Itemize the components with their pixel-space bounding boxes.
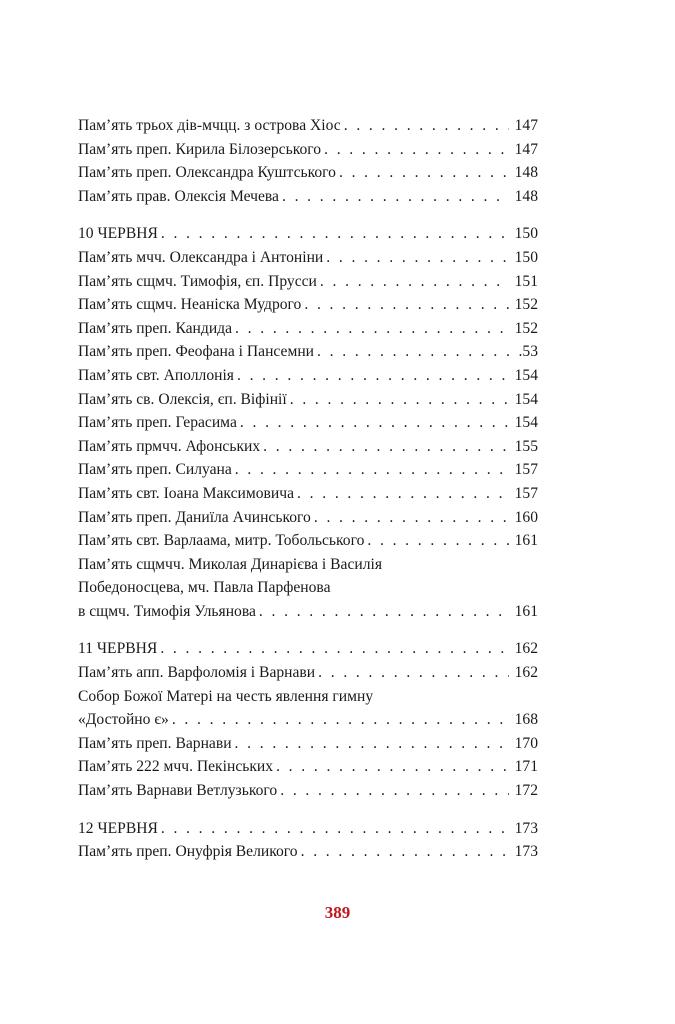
table-of-contents <box>78 114 538 878</box>
toc-entry <box>78 340 538 364</box>
dot-leader <box>235 458 509 482</box>
toc-entry-page: 147 <box>514 140 538 158</box>
toc-entry-title: Пам’ять прав. Олексія Мечева <box>78 187 279 205</box>
toc-entry-title: «Достойно є» <box>78 711 169 729</box>
toc-entry-title: Пам’ять преп. Герасима <box>78 414 237 432</box>
toc-section <box>78 114 538 208</box>
toc-entry-title: Пам’ять мчч. Олександра і Антоніни <box>78 248 324 266</box>
dot-leader <box>240 411 509 435</box>
toc-entry-title: Пам’ять апп. Варфоломія і Варнави <box>78 664 316 682</box>
toc-entry-page: 162 <box>514 664 538 682</box>
toc-entry-line: Победоносцева, мч. Павла Парфенова <box>78 579 331 597</box>
toc-entry-title: Пам’ять преп. Онуфрія Великого <box>78 843 298 861</box>
toc-entry-line: Пам’ять сщмчч. Миколая Динарієва і Василія <box>78 555 383 573</box>
toc-entry <box>78 817 538 841</box>
dot-leader <box>326 246 509 270</box>
toc-entry-title: 10 ЧЕРВНЯ <box>78 225 158 243</box>
dot-leader <box>314 506 509 530</box>
toc-entry-page: 173 <box>514 843 538 861</box>
dot-leader <box>344 114 509 138</box>
dot-leader <box>237 364 509 388</box>
toc-entry <box>78 364 538 388</box>
toc-entry <box>78 506 538 530</box>
toc-entry <box>78 114 538 138</box>
dot-leader <box>172 708 509 732</box>
toc-entry <box>78 600 538 624</box>
toc-entry-page: 154 <box>514 366 538 384</box>
toc-entry-page: 150 <box>514 248 538 266</box>
toc-entry-page: 172 <box>514 782 538 800</box>
toc-entry-title: Пам’ять преп. Кирила Білозерського <box>78 140 322 158</box>
toc-entry <box>78 755 538 779</box>
dot-leader <box>280 779 509 803</box>
toc-entry-page: .53 <box>518 343 538 361</box>
toc-entry <box>78 185 538 209</box>
toc-entry-page: 173 <box>514 819 538 837</box>
toc-entry-page: 150 <box>514 225 538 243</box>
toc-entry-page: 152 <box>514 319 538 337</box>
toc-entry-title: Пам’ять Варнави Ветлузького <box>78 782 278 800</box>
toc-entry-page: 170 <box>514 734 538 752</box>
dot-leader <box>318 661 509 685</box>
toc-entry <box>78 661 538 685</box>
toc-entry-title: Пам’ять св. Олексія, єп. Віфінії <box>78 390 287 408</box>
page-number: 389 <box>324 903 351 922</box>
dot-leader <box>367 529 509 553</box>
dot-leader <box>276 755 509 779</box>
toc-entry-title: 11 ЧЕРВНЯ <box>78 640 158 658</box>
toc-entry <box>78 482 538 506</box>
toc-entry-title: в сщмч. Тимофія Ульянова <box>78 602 256 620</box>
dot-leader <box>235 317 509 341</box>
toc-entry-page: 157 <box>514 484 538 502</box>
toc-entry-title: Пам’ять 222 мчч. Пекінських <box>78 758 274 776</box>
toc-entry-page: 155 <box>514 437 538 455</box>
dot-leader <box>235 732 509 756</box>
toc-entry <box>78 458 538 482</box>
toc-entry-line: Собор Божої Матері на честь явлення гимну <box>78 687 374 705</box>
toc-entry-title: Пам’ять свт. Аполлонія <box>78 366 234 384</box>
dot-leader <box>339 161 509 185</box>
toc-entry-title: Пам’ять преп. Варнави <box>78 734 232 752</box>
toc-entry <box>78 270 538 294</box>
toc-entry-page: 152 <box>514 296 538 314</box>
toc-entry <box>78 840 538 864</box>
toc-entry-title: Пам’ять прмчч. Афонських <box>78 437 261 455</box>
toc-entry <box>78 161 538 185</box>
toc-section <box>78 817 538 864</box>
dot-leader <box>317 340 509 364</box>
toc-entry <box>78 411 538 435</box>
toc-entry-page: 151 <box>514 272 538 290</box>
dot-leader <box>304 293 509 317</box>
toc-entry <box>78 732 538 756</box>
toc-entry-title: Пам’ять преп. Даниїла Ачинського <box>78 508 311 526</box>
toc-entry <box>78 708 538 732</box>
toc-entry <box>78 388 538 412</box>
toc-section <box>78 222 538 623</box>
toc-entry-title: Пам’ять сщмч. Неаніска Мудрого <box>78 296 302 314</box>
toc-entry-title: Пам’ять преп. Силуана <box>78 461 232 479</box>
toc-entry-page: 154 <box>514 414 538 432</box>
dot-leader <box>324 138 509 162</box>
dot-leader <box>297 482 509 506</box>
toc-entry-page: 168 <box>514 711 538 729</box>
toc-entry-page: 148 <box>514 164 538 182</box>
toc-entry-page: 161 <box>514 602 538 620</box>
toc-entry <box>78 779 538 803</box>
dot-leader <box>301 840 509 864</box>
toc-entry-title: Пам’ять преп. Феофана і Пансемни <box>78 343 315 361</box>
toc-entry-page: 161 <box>514 532 538 550</box>
toc-entry-page: 147 <box>514 117 538 134</box>
toc-entry-title: Пам’ять трьох дів-мчцц. з острова Хіос <box>78 117 341 134</box>
toc-entry <box>78 138 538 162</box>
toc-entry-page: 160 <box>514 508 538 526</box>
dot-leader <box>161 817 509 841</box>
dot-leader <box>282 185 509 209</box>
toc-entry-title: Пам’ять преп. Олександра Куштського <box>78 164 336 182</box>
dot-leader <box>263 435 509 459</box>
toc-entry-title: Пам’ять сщмч. Тимофія, єп. Прусси <box>78 272 317 290</box>
dot-leader <box>259 600 509 624</box>
dot-leader <box>161 222 509 246</box>
toc-entry <box>78 293 538 317</box>
toc-entry-page: 171 <box>514 758 538 776</box>
toc-entry-title: Пам’ять преп. Кандида <box>78 319 233 337</box>
toc-entry-title: Пам’ять свт. Варлаама, митр. Тобольського <box>78 532 365 550</box>
toc-entry-page: 162 <box>514 640 538 658</box>
toc-entry <box>78 222 538 246</box>
dot-leader <box>290 388 509 412</box>
toc-entry-page: 157 <box>514 461 538 479</box>
toc-entry-title: 12 ЧЕРВНЯ <box>78 819 158 837</box>
toc-section <box>78 637 538 802</box>
toc-entry <box>78 246 538 270</box>
toc-entry-page: 148 <box>514 187 538 205</box>
dot-leader <box>320 270 509 294</box>
toc-entry <box>78 637 538 661</box>
toc-entry <box>78 317 538 341</box>
dot-leader <box>160 637 509 661</box>
toc-entry <box>78 529 538 553</box>
toc-entry-title: Пам’ять свт. Іоана Максимовича <box>78 484 295 502</box>
toc-entry <box>78 435 538 459</box>
toc-entry-page: 154 <box>514 390 538 408</box>
